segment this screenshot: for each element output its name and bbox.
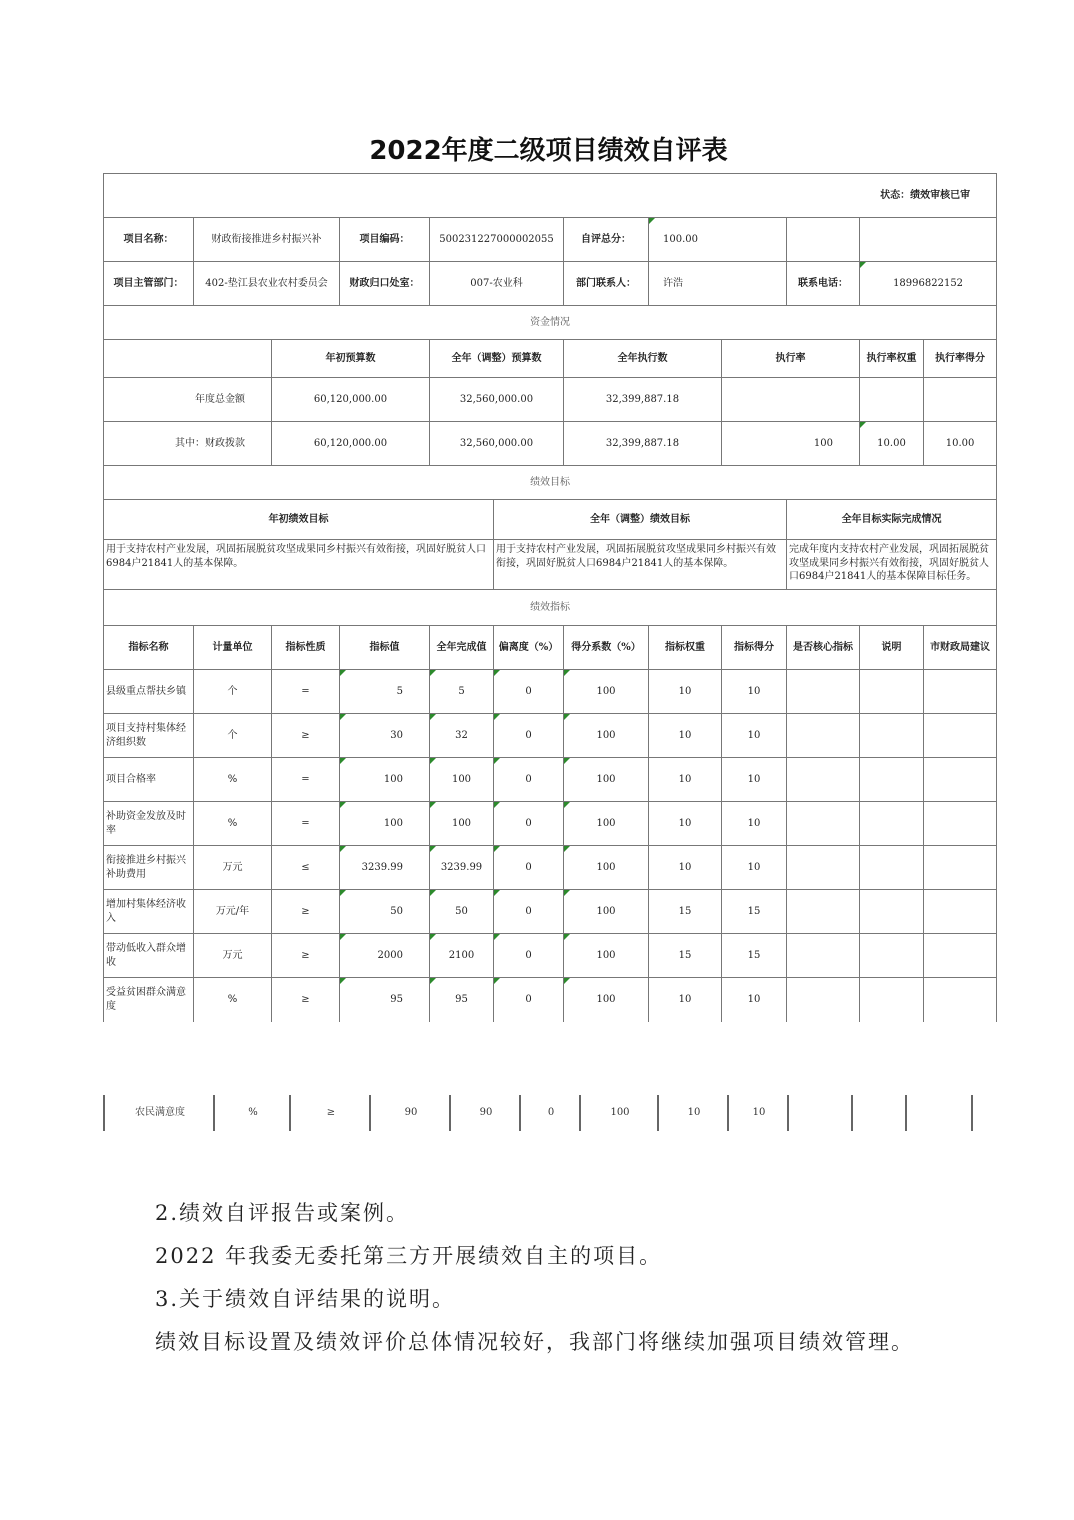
indicators-section-heading: 绩效指标 xyxy=(104,590,997,626)
indicator-weight: 10 xyxy=(649,758,722,802)
report-text: 2022 年我委无委托第三方开展绩效自主的项目。 xyxy=(155,1244,663,1268)
indicator-coefficient: 100 xyxy=(564,758,649,802)
project-code-label: 项目编码： xyxy=(340,218,430,262)
indicator-name: 带动低收入群众增收 xyxy=(104,934,194,978)
indicator-unit: 万元/年 xyxy=(194,890,272,934)
funds-initial: 60,120,000.00 xyxy=(272,378,430,422)
funds-rate xyxy=(722,378,860,422)
indicator-suggestion xyxy=(924,714,997,758)
funds-row-label: 其中：财政拨款 xyxy=(104,422,272,466)
indicator-header: 指标性质 xyxy=(272,626,340,670)
table-row xyxy=(104,978,997,1022)
indicator-weight: 15 xyxy=(649,934,722,978)
indicator-nature: = xyxy=(272,802,340,846)
indicator-suggestion xyxy=(905,1095,973,1131)
indicator-value: 5 xyxy=(340,670,430,714)
indicator-coefficient: 100 xyxy=(564,714,649,758)
funds-rate: 100 xyxy=(722,422,860,466)
indicator-value: 30 xyxy=(340,714,430,758)
indicator-name: 衔接推进乡村振兴补助费用 xyxy=(104,846,194,890)
indicator-unit: 万元 xyxy=(194,846,272,890)
indicator-value: 2000 xyxy=(340,934,430,978)
indicator-coefficient: 100 xyxy=(564,934,649,978)
indicator-score: 15 xyxy=(722,934,787,978)
indicator-value: 100 xyxy=(340,758,430,802)
indicator-note xyxy=(860,714,924,758)
indicator-header: 得分系数（%） xyxy=(564,626,649,670)
indicator-core xyxy=(787,1095,853,1131)
indicator-name: 项目支持村集体经济组织数 xyxy=(104,714,194,758)
indicator-header: 说明 xyxy=(860,626,924,670)
indicator-unit: % xyxy=(194,802,272,846)
funds-adjusted: 32,560,000.00 xyxy=(430,378,564,422)
funds-header: 执行率得分 xyxy=(924,340,997,378)
status-label: 状态：绩效审核已审 xyxy=(104,174,997,218)
table-row xyxy=(104,714,997,758)
indicator-rows xyxy=(104,670,997,1022)
indicator-coefficient: 100 xyxy=(564,802,649,846)
funds-score xyxy=(924,378,997,422)
indicator-nature: = xyxy=(272,758,340,802)
table-row xyxy=(104,846,997,890)
indicator-header: 偏离度（%） xyxy=(494,626,564,670)
project-code: 500231227000002055 xyxy=(430,218,564,262)
phone: 18996822152 xyxy=(860,262,997,306)
indicator-value: 3239.99 xyxy=(340,846,430,890)
indicator-note xyxy=(860,670,924,714)
indicator-suggestion xyxy=(924,846,997,890)
funds-row-label: 年度总金额 xyxy=(104,378,272,422)
target-initial: 用于支持农村产业发展，巩固拓展脱贫攻坚成果同乡村振兴有效衔接，巩固好脱贫人口6984户21841人的基本保障。 xyxy=(104,540,494,590)
indicator-core xyxy=(787,846,860,890)
indicator-nature: ≥ xyxy=(272,978,340,1022)
indicator-coefficient: 100 xyxy=(579,1095,659,1131)
indicator-core xyxy=(787,714,860,758)
table-border xyxy=(971,1095,973,1131)
indicator-suggestion xyxy=(924,934,997,978)
indicator-score: 15 xyxy=(722,890,787,934)
indicator-note xyxy=(860,890,924,934)
indicator-suggestion xyxy=(924,890,997,934)
dept-label: 项目主管部门： xyxy=(104,262,194,306)
indicator-unit: % xyxy=(194,978,272,1022)
page-title: 2022年度二级项目绩效自评表 xyxy=(369,136,728,166)
indicator-deviation: 0 xyxy=(494,934,564,978)
table-row xyxy=(104,670,997,714)
indicator-coefficient: 100 xyxy=(564,670,649,714)
contact-label: 部门联系人： xyxy=(564,262,649,306)
indicator-deviation: 0 xyxy=(494,670,564,714)
self-score: 100.00 xyxy=(649,218,787,262)
indicator-tail-row xyxy=(103,1095,973,1131)
indicator-unit: % xyxy=(194,758,272,802)
table-row xyxy=(104,890,997,934)
indicator-done: 100 xyxy=(430,758,494,802)
indicator-deviation: 0 xyxy=(494,758,564,802)
indicator-core xyxy=(787,758,860,802)
explanation-text: 绩效目标设置及绩效评价总体情况较好，我部门将继续加强项目绩效管理。 xyxy=(155,1330,914,1354)
funds-weight: 10.00 xyxy=(860,422,924,466)
indicator-value: 100 xyxy=(340,802,430,846)
indicator-coefficient: 100 xyxy=(564,890,649,934)
indicator-weight: 10 xyxy=(649,846,722,890)
indicator-deviation: 0 xyxy=(494,890,564,934)
project-name-label: 项目名称： xyxy=(104,218,194,262)
indicator-header: 全年完成值 xyxy=(430,626,494,670)
indicator-weight: 10 xyxy=(657,1095,729,1131)
office-label: 财政归口处室： xyxy=(340,262,430,306)
indicator-value: 90 xyxy=(369,1095,451,1131)
funds-executed: 32,399,887.18 xyxy=(564,378,722,422)
report-heading: 2.绩效自评报告或案例。 xyxy=(155,1201,410,1225)
indicator-unit: 个 xyxy=(194,670,272,714)
indicator-done: 100 xyxy=(430,802,494,846)
indicator-nature: ≥ xyxy=(272,714,340,758)
indicator-score: 10 xyxy=(722,758,787,802)
table-row xyxy=(104,802,997,846)
indicator-suggestion xyxy=(924,670,997,714)
indicator-note xyxy=(860,978,924,1022)
indicator-suggestion xyxy=(924,758,997,802)
indicator-weight: 10 xyxy=(649,714,722,758)
indicator-name: 增加村集体经济收入 xyxy=(104,890,194,934)
indicator-suggestion xyxy=(924,978,997,1022)
indicator-name: 农民满意度 xyxy=(103,1095,215,1131)
indicator-nature: ≥ xyxy=(272,890,340,934)
indicator-unit: 个 xyxy=(194,714,272,758)
indicator-name: 补助资金发放及时率 xyxy=(104,802,194,846)
table-row xyxy=(104,758,997,802)
indicator-score: 10 xyxy=(722,802,787,846)
funds-weight xyxy=(860,378,924,422)
funds-executed: 32,399,887.18 xyxy=(564,422,722,466)
indicator-nature: ≥ xyxy=(272,934,340,978)
indicator-note xyxy=(860,934,924,978)
indicator-value: 50 xyxy=(340,890,430,934)
target-actual: 完成年度内支持农村产业发展，巩固拓展脱贫攻坚成果同乡村振兴有效衔接，巩固好脱贫人口6984户21841人的基本保障目标任务。 xyxy=(787,540,997,590)
indicator-weight: 10 xyxy=(649,802,722,846)
targets-header: 全年目标实际完成情况 xyxy=(787,500,997,540)
empty-cell xyxy=(104,340,272,378)
funds-header: 全年（调整）预算数 xyxy=(430,340,564,378)
funds-header: 全年执行数 xyxy=(564,340,722,378)
phone-label: 联系电话： xyxy=(787,262,860,306)
target-adjusted: 用于支持农村产业发展，巩固拓展脱贫攻坚成果同乡村振兴有效衔接，巩固好脱贫人口6984户21841人的基本保障。 xyxy=(494,540,787,590)
indicator-nature: ≤ xyxy=(272,846,340,890)
indicator-unit: 万元 xyxy=(194,934,272,978)
explanation-heading: 3.关于绩效自评结果的说明。 xyxy=(155,1287,456,1311)
indicator-deviation: 0 xyxy=(494,802,564,846)
indicator-core xyxy=(787,802,860,846)
indicator-header: 计量单位 xyxy=(194,626,272,670)
funds-section-heading: 资金情况 xyxy=(104,306,997,340)
indicator-deviation: 0 xyxy=(494,714,564,758)
contact: 许浩 xyxy=(649,262,787,306)
indicator-note xyxy=(851,1095,907,1131)
project-name: 财政衔接推进乡村振兴补 xyxy=(194,218,340,262)
indicator-done: 5 xyxy=(430,670,494,714)
self-score-label: 自评总分： xyxy=(564,218,649,262)
indicator-score: 10 xyxy=(722,846,787,890)
funds-adjusted: 32,560,000.00 xyxy=(430,422,564,466)
funds-score: 10.00 xyxy=(924,422,997,466)
indicator-deviation: 0 xyxy=(494,846,564,890)
indicator-header: 指标得分 xyxy=(722,626,787,670)
indicator-note xyxy=(860,802,924,846)
indicator-name: 受益贫困群众满意度 xyxy=(104,978,194,1022)
indicator-deviation: 0 xyxy=(519,1095,581,1131)
indicator-done: 2100 xyxy=(430,934,494,978)
indicator-done: 32 xyxy=(430,714,494,758)
self-evaluation-table xyxy=(103,173,997,1022)
funds-initial: 60,120,000.00 xyxy=(272,422,430,466)
indicator-core xyxy=(787,934,860,978)
indicator-core xyxy=(787,978,860,1022)
table-row xyxy=(104,934,997,978)
indicator-weight: 10 xyxy=(649,978,722,1022)
indicator-score: 10 xyxy=(727,1095,789,1131)
indicator-core xyxy=(787,670,860,714)
indicator-header: 是否核心指标 xyxy=(787,626,860,670)
indicator-nature: ≥ xyxy=(289,1095,371,1131)
funds-header: 执行率权重 xyxy=(860,340,924,378)
office: 007-农业科 xyxy=(430,262,564,306)
indicator-coefficient: 100 xyxy=(564,846,649,890)
indicator-name: 县级重点帮扶乡镇 xyxy=(104,670,194,714)
indicator-done: 95 xyxy=(430,978,494,1022)
indicator-header: 指标名称 xyxy=(104,626,194,670)
targets-section-heading: 绩效目标 xyxy=(104,466,997,500)
indicator-header: 指标值 xyxy=(340,626,430,670)
indicator-score: 10 xyxy=(722,978,787,1022)
indicator-score: 10 xyxy=(722,670,787,714)
funds-header: 年初预算数 xyxy=(272,340,430,378)
indicator-weight: 10 xyxy=(649,670,722,714)
indicator-done: 50 xyxy=(430,890,494,934)
indicator-header: 指标权重 xyxy=(649,626,722,670)
targets-header: 年初绩效目标 xyxy=(104,500,494,540)
targets-header: 全年（调整）绩效目标 xyxy=(494,500,787,540)
empty-cell xyxy=(860,218,997,262)
indicator-coefficient: 100 xyxy=(564,978,649,1022)
indicator-name: 项目合格率 xyxy=(104,758,194,802)
indicator-note xyxy=(860,758,924,802)
indicator-score: 10 xyxy=(722,714,787,758)
indicator-header: 市财政局建议 xyxy=(924,626,997,670)
indicator-unit: % xyxy=(213,1095,291,1131)
indicator-note xyxy=(860,846,924,890)
indicator-nature: = xyxy=(272,670,340,714)
dept: 402-垫江县农业农村委员会 xyxy=(194,262,340,306)
indicator-done: 3239.99 xyxy=(430,846,494,890)
indicator-done: 90 xyxy=(449,1095,521,1131)
funds-header: 执行率 xyxy=(722,340,860,378)
indicator-core xyxy=(787,890,860,934)
indicator-suggestion xyxy=(924,802,997,846)
empty-cell xyxy=(787,218,860,262)
indicator-value: 95 xyxy=(340,978,430,1022)
indicator-weight: 15 xyxy=(649,890,722,934)
indicator-deviation: 0 xyxy=(494,978,564,1022)
